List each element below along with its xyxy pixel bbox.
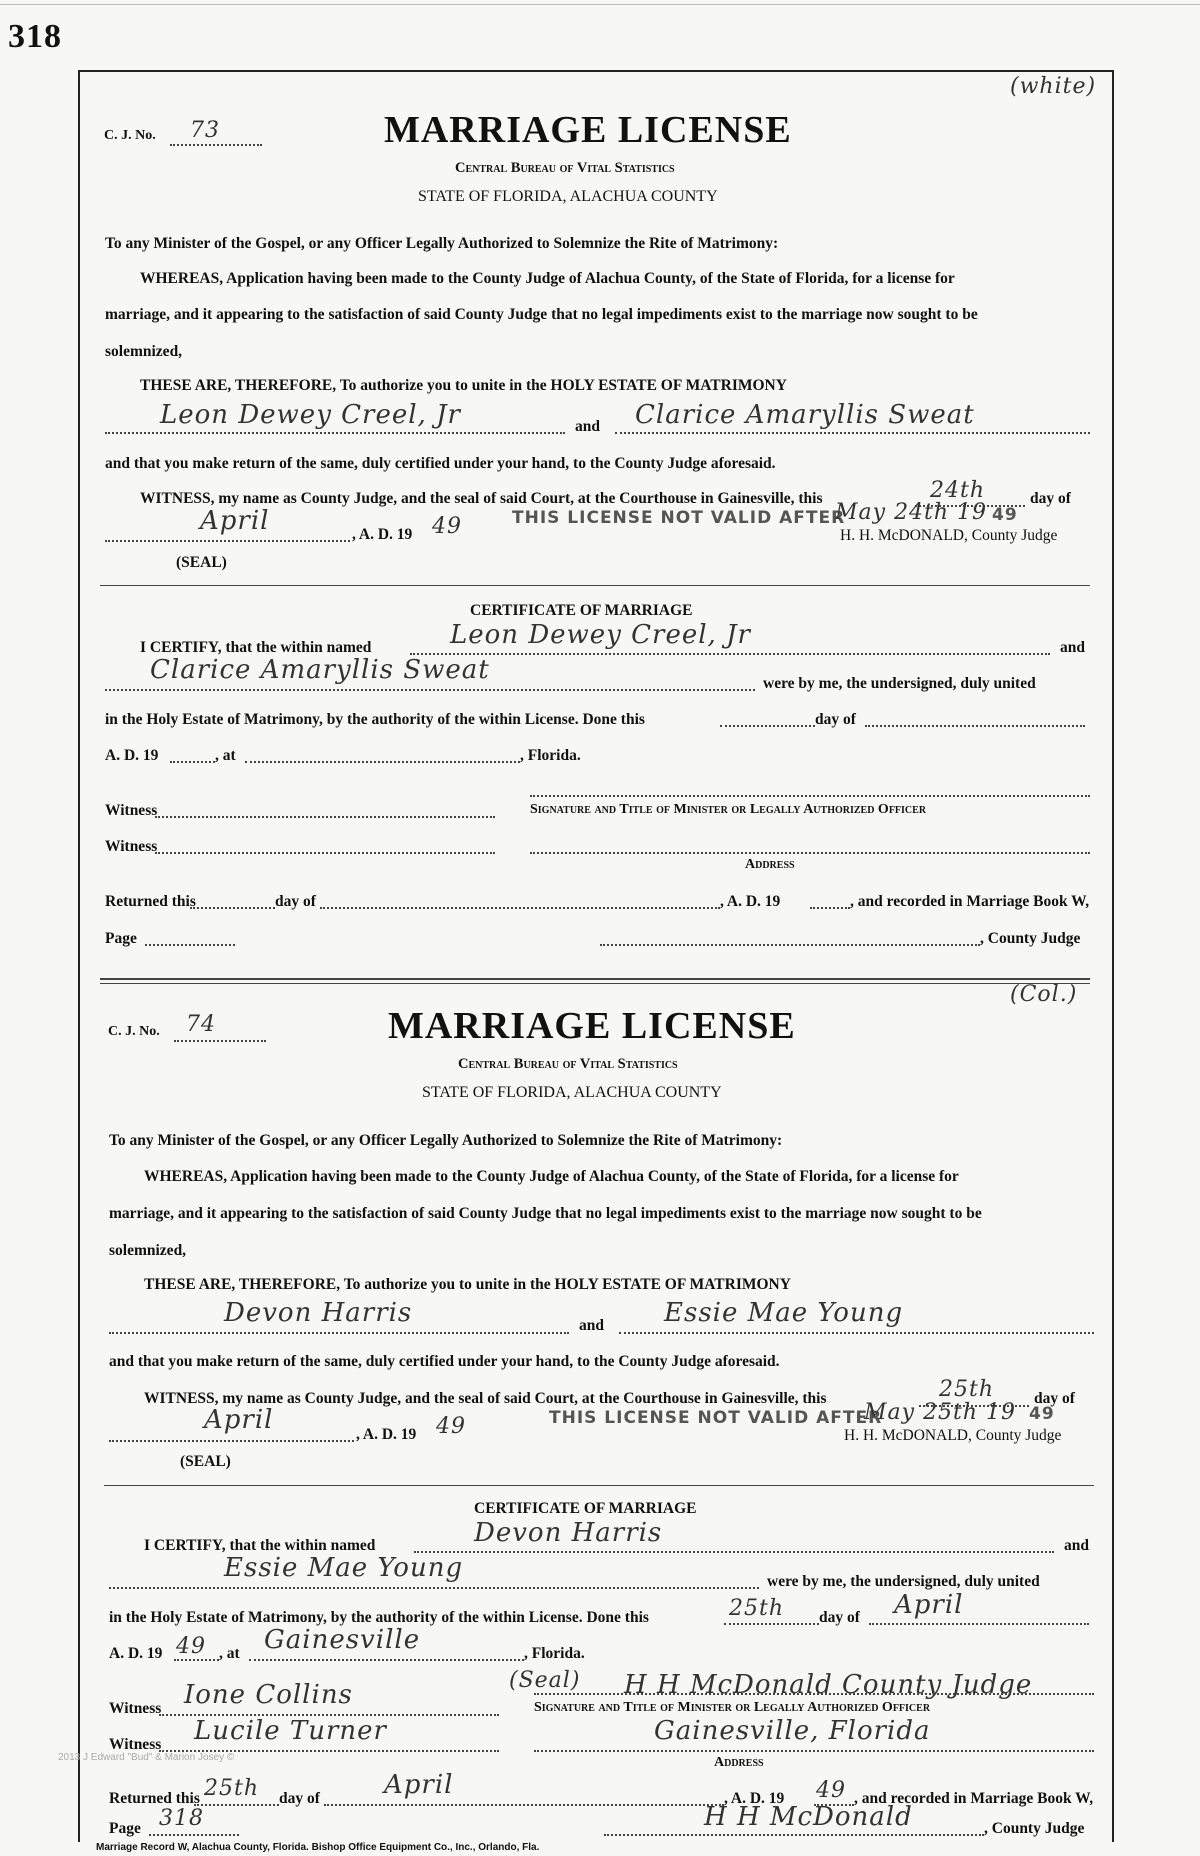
witness-1-label: Witness xyxy=(105,802,158,819)
bride-name: Clarice Amaryllis Sweat xyxy=(635,400,975,430)
at-label: , at xyxy=(219,1645,240,1662)
return-line: and that you make return of the same, duly certified under your hand, to the County Judge aforesaid. xyxy=(109,1353,780,1370)
license-month: April xyxy=(200,506,270,536)
ret-ad: , A. D. 19 xyxy=(720,893,781,910)
license-day: 24th xyxy=(930,478,986,503)
bureau-name: Central Bureau of Vital Statistics xyxy=(455,160,675,176)
return-line: and that you make return of the same, duly certified under your hand, to the County Judge aforesaid. xyxy=(105,455,776,472)
and-label: and xyxy=(579,1317,604,1334)
cj-label: C. J. No. xyxy=(108,1024,160,1039)
page-label: Page xyxy=(105,930,137,947)
seal-note: (Seal) xyxy=(509,1668,581,1693)
groom-name: Devon Harris xyxy=(224,1298,413,1328)
cert-groom: Leon Dewey Creel, Jr xyxy=(450,620,751,650)
holy-estate-text: in the Holy Estate of Matrimony, by the authority of the within License. Done this xyxy=(109,1609,649,1626)
page-value: 318 xyxy=(159,1806,204,1831)
united-text: were by me, the undersigned, duly united xyxy=(763,675,1036,692)
cert-bride: Essie Mae Young xyxy=(224,1553,464,1583)
florida-label: , Florida. xyxy=(524,1645,585,1662)
certificate-title: CERTIFICATE OF MARRIAGE xyxy=(474,1500,697,1517)
judge-name: H. H. McDONALD, County Judge xyxy=(840,527,1058,544)
cert-groom: Devon Harris xyxy=(474,1518,663,1548)
ret-ad: , A. D. 19 xyxy=(724,1790,785,1807)
top-edge-line xyxy=(0,4,1200,5)
license-year: 49 xyxy=(436,1414,466,1439)
day-of-2: day of xyxy=(815,711,856,728)
cj-number: 73 xyxy=(190,118,220,143)
license-title: MARRIAGE LICENSE xyxy=(388,1005,796,1047)
witness-1-label: Witness xyxy=(109,1700,162,1717)
whereas-line-2: marriage, and it appearing to the satisfaction of said County Judge that no legal impediments exist to the marriage now sought to be xyxy=(109,1205,982,1222)
ret-day-of: day of xyxy=(279,1790,320,1807)
witness-1: Ione Collins xyxy=(184,1680,353,1710)
license-year: 49 xyxy=(432,514,462,539)
expiry-date: May 24th 19 xyxy=(835,500,988,525)
state-county: STATE OF FLORIDA, ALACHUA COUNTY xyxy=(422,1084,722,1101)
returned-day: 25th xyxy=(204,1776,260,1801)
judge-signature: H H McDonald xyxy=(704,1802,913,1832)
address-label: Address xyxy=(714,1755,764,1770)
race-note: (Col.) xyxy=(1010,982,1078,1007)
florida-label: , Florida. xyxy=(520,747,581,764)
returned-month: April xyxy=(384,1770,454,1800)
recorded-text: , and recorded in Marriage Book W, xyxy=(850,893,1090,910)
day-of-label: day of xyxy=(1030,490,1071,507)
license-month: April xyxy=(204,1405,274,1435)
done-month: April xyxy=(894,1590,964,1620)
officer-signature: H H McDonald County Judge xyxy=(624,1670,1033,1700)
copyright-watermark: 2013 J Edward "Bud" & Marion Josey © xyxy=(58,1752,235,1763)
bride-name: Essie Mae Young xyxy=(664,1298,904,1328)
ret-day-of: day of xyxy=(275,893,316,910)
bureau-name: Central Bureau of Vital Statistics xyxy=(458,1056,678,1072)
whereas-line-3: solemnized, xyxy=(109,1242,187,1259)
expiry-year: 49 xyxy=(1029,1404,1055,1424)
whereas-line-1: WHEREAS, Application having been made to the County Judge of Alachua County, of the State of Florida, for a license for xyxy=(140,270,955,287)
race-note: (white) xyxy=(1010,74,1097,99)
ad-19: A. D. 19 xyxy=(109,1645,163,1662)
judge-name: H. H. McDONALD, County Judge xyxy=(844,1427,1062,1444)
witness-2-label: Witness xyxy=(109,1736,162,1753)
page-label: Page xyxy=(109,1820,141,1837)
expiry-date: May 25th 19 xyxy=(864,1400,1017,1425)
whereas-line-3: solemnized, xyxy=(105,343,183,360)
recorded-text: , and recorded in Marriage Book W, xyxy=(854,1790,1094,1807)
certificate-title: CERTIFICATE OF MARRIAGE xyxy=(470,602,693,619)
certify-text: I CERTIFY, that the within named xyxy=(140,639,372,656)
whereas-line-2: marriage, and it appearing to the satisfaction of said County Judge that no legal impediments exist to the marriage now sought to be xyxy=(105,306,978,323)
ad-label: , A. D. 19 xyxy=(356,1426,417,1443)
cj-label: C. J. No. xyxy=(104,128,156,143)
license-title: MARRIAGE LICENSE xyxy=(384,109,792,151)
seal-label: (SEAL) xyxy=(176,554,227,571)
page-number: 318 xyxy=(8,18,62,55)
witness-2-label: Witness xyxy=(105,838,158,855)
county-judge-label: , County Judge xyxy=(984,1820,1085,1837)
printer-footer: Marriage Record W, Alachua County, Florida. Bishop Office Equipment Co., Inc., Orlando, Fla. xyxy=(96,1842,540,1853)
county-judge-label: , County Judge xyxy=(980,930,1081,947)
section-divider xyxy=(100,978,1090,980)
holy-estate-text: in the Holy Estate of Matrimony, by the authority of the within License. Done this xyxy=(105,711,645,728)
sig-title: Signature and Title of Minister or Legally Authorized Officer xyxy=(530,802,927,817)
witness-text: WITNESS, my name as County Judge, and the seal of said Court, at the Courthouse in Gainesville, this xyxy=(140,490,823,507)
salutation: To any Minister of the Gospel, or any Officer Legally Authorized to Solemnize the Rite of Matrimony: xyxy=(109,1132,783,1149)
divider xyxy=(104,1485,1094,1486)
witness-2: Lucile Turner xyxy=(194,1716,387,1746)
license-day: 25th xyxy=(939,1377,995,1402)
returned-year: 49 xyxy=(816,1778,846,1803)
witness-text: WITNESS, my name as County Judge, and the seal of said Court, at the Courthouse in Gainesville, this xyxy=(144,1390,827,1407)
seal-label: (SEAL) xyxy=(180,1453,231,1470)
done-year: 49 xyxy=(176,1634,206,1659)
cj-number: 74 xyxy=(186,1012,216,1037)
ad-19: A. D. 19 xyxy=(105,747,159,764)
these-are: THESE ARE, THEREFORE, To authorize you to unite in the HOLY ESTATE OF MATRIMONY xyxy=(144,1276,791,1293)
officer-address: Gainesville, Florida xyxy=(654,1716,931,1746)
cert-bride: Clarice Amaryllis Sweat xyxy=(150,655,490,685)
state-county: STATE OF FLORIDA, ALACHUA COUNTY xyxy=(418,188,718,205)
expiry-year: 49 xyxy=(992,505,1018,525)
day-of-2: day of xyxy=(819,1609,860,1626)
united-text: were by me, the undersigned, duly united xyxy=(767,1573,1040,1590)
sig-title: Signature and Title of Minister or Legally Authorized Officer xyxy=(534,1700,931,1715)
whereas-line-1: WHEREAS, Application having been made to the County Judge of Alachua County, of the State of Florida, for a license for xyxy=(144,1168,959,1185)
ad-label: , A. D. 19 xyxy=(352,526,413,543)
divider xyxy=(100,585,1090,586)
cert-and: and xyxy=(1060,639,1085,656)
day-of-label: day of xyxy=(1034,1390,1075,1407)
at-label: , at xyxy=(215,747,236,764)
done-day: 25th xyxy=(729,1596,785,1621)
address-label: Address xyxy=(745,857,795,872)
groom-name: Leon Dewey Creel, Jr xyxy=(160,400,461,430)
returned-label: Returned this xyxy=(105,893,196,910)
salutation: To any Minister of the Gospel, or any Officer Legally Authorized to Solemnize the Rite of Matrimony: xyxy=(105,235,779,252)
validity-stamp: THIS LICENSE NOT VALID AFTER xyxy=(549,1408,883,1428)
these-are: THESE ARE, THEREFORE, To authorize you to unite in the HOLY ESTATE OF MATRIMONY xyxy=(140,377,787,394)
validity-stamp: THIS LICENSE NOT VALID AFTER xyxy=(512,508,846,528)
certify-text: I CERTIFY, that the within named xyxy=(144,1537,376,1554)
returned-label: Returned this xyxy=(109,1790,200,1807)
place: Gainesville xyxy=(264,1625,421,1655)
and-label: and xyxy=(575,418,600,435)
cert-and: and xyxy=(1064,1537,1089,1554)
